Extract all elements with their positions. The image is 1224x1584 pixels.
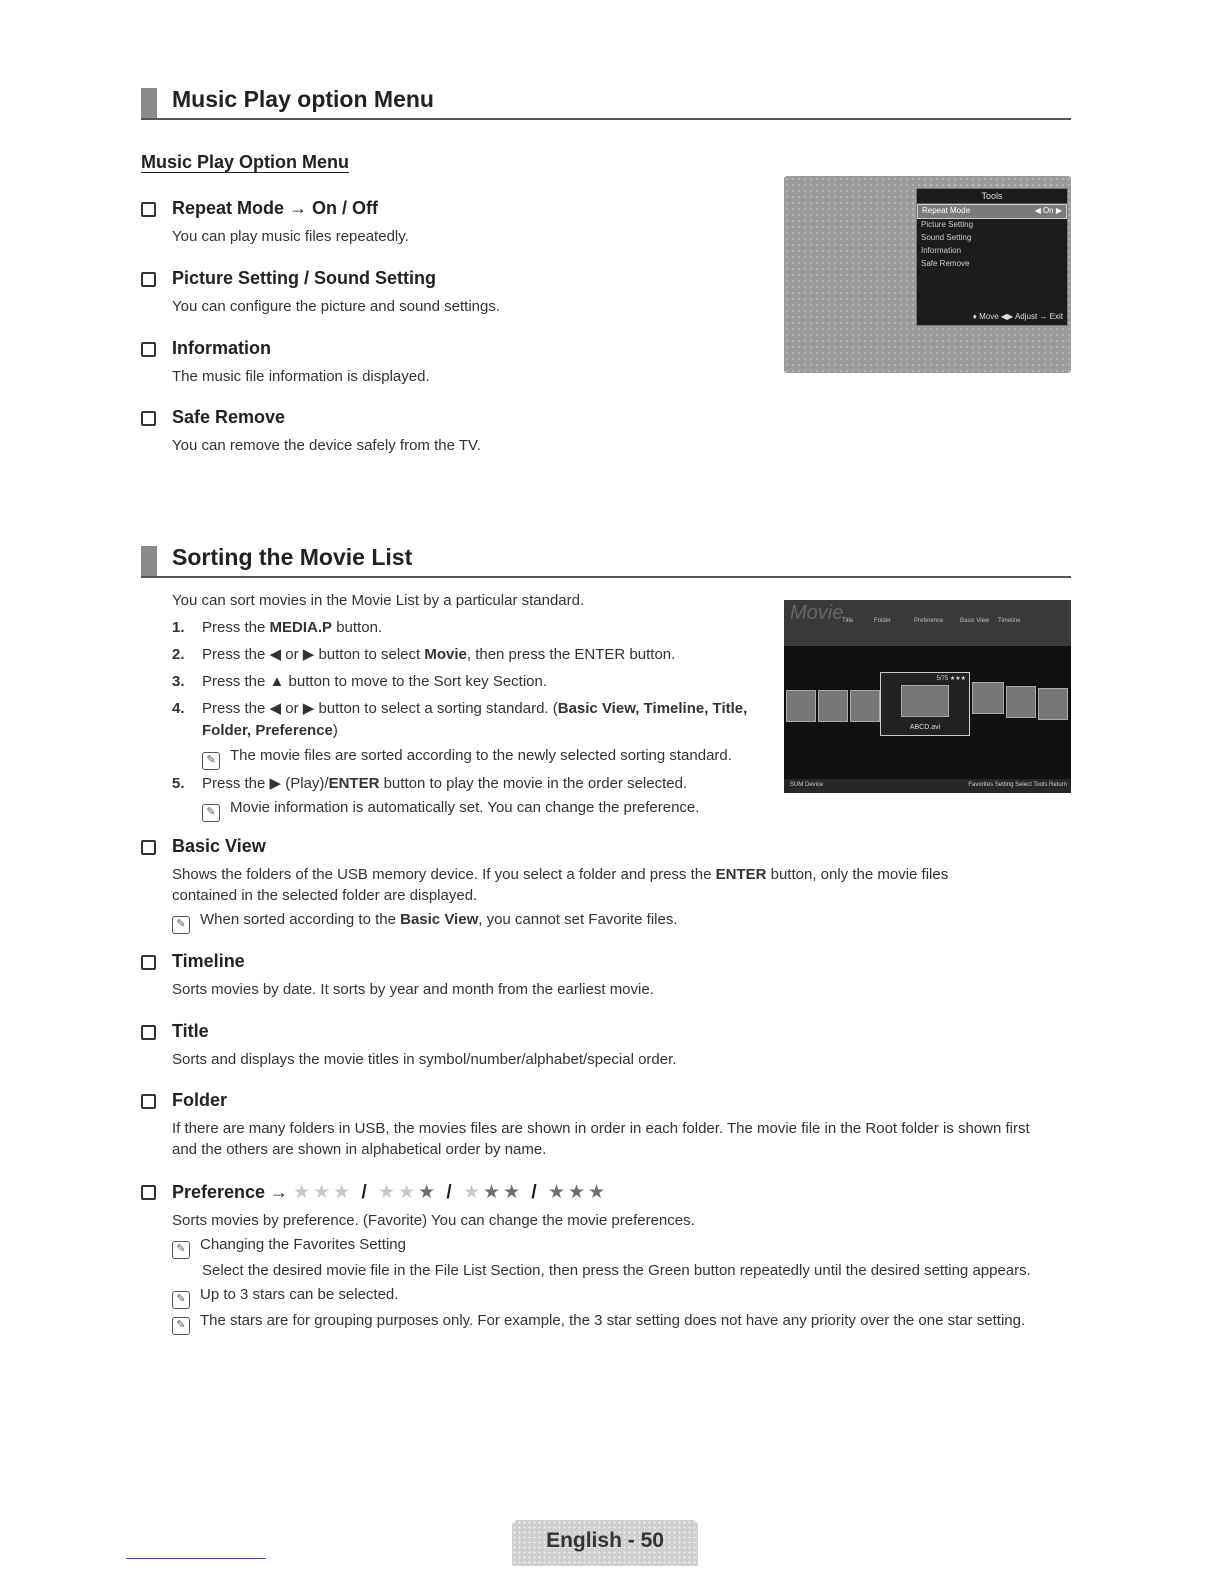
- section-header-music-play: [141, 84, 1071, 120]
- option-heading: Safe Remove: [172, 407, 286, 427]
- tools-row: Information: [921, 246, 962, 255]
- option-preference: [141, 1181, 1071, 1341]
- step-text: button.: [332, 619, 383, 636]
- movie-header-bar: [784, 600, 1071, 646]
- step-number: 5.: [172, 775, 185, 792]
- tools-row-label: Repeat Mode: [922, 206, 971, 215]
- desc-text: and the others are shown in alphabetical order by name.: [172, 1141, 547, 1158]
- note-icon: ✎: [172, 916, 190, 934]
- option-heading: [172, 1181, 608, 1204]
- sort-key: Timeline: [998, 618, 1021, 624]
- step-text: Press the ▶ (Play)/: [202, 775, 329, 792]
- step-3: [172, 671, 762, 693]
- tools-menu-screenshot: [784, 176, 1071, 373]
- desc-text: contained in the selected folder are displayed.: [172, 887, 478, 904]
- option-description: You can play music files repeatedly.: [172, 228, 409, 245]
- checkbox-bullet-icon: [141, 342, 156, 357]
- tools-row: Safe Remove: [921, 259, 970, 268]
- step-bold: ENTER: [328, 775, 380, 792]
- basic-view-note: [172, 909, 1062, 934]
- movie-thumbnail: [786, 690, 816, 722]
- tools-row: Sound Setting: [921, 233, 972, 242]
- movie-thumbnail: [850, 690, 880, 722]
- sort-key: Folder: [874, 618, 892, 624]
- desc-bold: ENTER: [715, 866, 767, 883]
- bottom-left-text: SUM Device: [790, 782, 824, 788]
- movie-thumbnail: [818, 690, 848, 722]
- note-text: , you cannot set Favorite files.: [478, 911, 678, 928]
- note-icon: ✎: [202, 804, 220, 822]
- step-5: [172, 773, 762, 795]
- section-title: Sorting the Movie List: [172, 544, 413, 570]
- step-4: [172, 698, 762, 742]
- option-heading: Title: [172, 1021, 209, 1041]
- movie-thumbnail: [901, 685, 949, 717]
- desc-text: button, only the movie files: [766, 866, 949, 883]
- movie-list-screenshot: [784, 600, 1071, 793]
- movie-title: Movie: [790, 602, 844, 624]
- note-bold: Basic View: [400, 911, 479, 928]
- sorting-intro: [172, 590, 762, 822]
- step-bold: Movie: [424, 646, 467, 663]
- step-bold: Basic View, Timeline, Title, Folder, Preference: [202, 700, 748, 739]
- movie-rating: 5/75 ★★★: [936, 676, 966, 682]
- preference-note-1: [172, 1233, 1072, 1259]
- step-5-note: [172, 797, 762, 822]
- step-text: Press the: [202, 619, 270, 636]
- section-header-sorting: [141, 542, 1071, 578]
- tools-row-value: ◀ On ▶: [1034, 206, 1062, 215]
- note-text: Changing the Favorites Setting: [200, 1236, 406, 1253]
- note-text: Up to 3 stars can be selected.: [200, 1286, 399, 1303]
- option-title: [141, 1021, 1071, 1081]
- note-text: The movie files are sorted according to the newly selected sorting standard.: [230, 747, 732, 764]
- checkbox-bullet-icon: [141, 202, 156, 217]
- step-bold: MEDIA.P: [269, 619, 333, 636]
- option-heading: Basic View: [172, 836, 266, 856]
- subheading: Music Play Option Menu: [141, 152, 350, 172]
- option-description: You can remove the device safely from the TV.: [172, 437, 481, 454]
- tools-title: Tools: [917, 189, 1067, 204]
- step-number: 4.: [172, 700, 185, 717]
- section-marker: [141, 546, 157, 576]
- movie-filename: ABCD.avi: [909, 724, 941, 731]
- option-description: [172, 1209, 1072, 1335]
- option-timeline: [141, 951, 1071, 1011]
- preference-label: Preference →: [172, 1182, 289, 1202]
- sort-key: Basic View: [960, 618, 990, 624]
- option-heading: Information: [172, 338, 271, 358]
- option-description: [172, 864, 1062, 934]
- page-number-badge: [512, 1520, 698, 1566]
- note-icon: ✎: [172, 1317, 190, 1335]
- step-2: [172, 644, 762, 666]
- desc-text: Sorts movies by preference. (Favorite) You can change the movie preferences.: [172, 1212, 695, 1229]
- section-title: Music Play option Menu: [172, 86, 434, 112]
- preference-note-3: [172, 1309, 1072, 1335]
- preference-note-2: [172, 1283, 1072, 1309]
- step-text: , then press the ENTER button.: [466, 646, 676, 663]
- tools-row: Picture Setting: [921, 220, 974, 229]
- step-number: 1.: [172, 619, 185, 636]
- movie-thumbnail: [1006, 686, 1036, 718]
- desc-text: Shows the folders of the USB memory device. If you select a folder and press the: [172, 866, 716, 883]
- bottom-right-text: Favorites Setting Select Tools Return: [968, 782, 1067, 788]
- option-heading: Repeat Mode → On / Off: [172, 198, 379, 218]
- option-folder: [141, 1090, 1071, 1170]
- note-icon: ✎: [202, 752, 220, 770]
- option-heading: Folder: [172, 1090, 228, 1110]
- note-icon: ✎: [172, 1241, 190, 1259]
- movie-thumbnail: [1038, 688, 1068, 720]
- note-text: When sorted according to the: [200, 911, 401, 928]
- option-description: Sorts and displays the movie titles in symbol/number/alphabet/special order.: [172, 1051, 677, 1068]
- checkbox-bullet-icon: [141, 1185, 156, 1200]
- note-icon: ✎: [172, 1291, 190, 1309]
- option-heading: Picture Setting / Sound Setting: [172, 268, 437, 288]
- step-number: 2.: [172, 646, 185, 663]
- step-number: 3.: [172, 673, 185, 690]
- option-heading: Timeline: [172, 951, 245, 971]
- page-label: English - 50: [546, 1529, 664, 1552]
- footer-rule: [126, 1558, 266, 1559]
- option-description: The music file information is displayed.: [172, 368, 430, 385]
- step-4-note: [172, 745, 762, 770]
- checkbox-bullet-icon: [141, 1025, 156, 1040]
- star-ratings-icon: ★★★ / ★★★ / ★★★ / ★★★: [293, 1182, 609, 1203]
- checkbox-bullet-icon: [141, 840, 156, 855]
- checkbox-bullet-icon: [141, 1094, 156, 1109]
- section-marker: [141, 88, 157, 118]
- checkbox-bullet-icon: [141, 272, 156, 287]
- tools-panel: [916, 188, 1068, 326]
- intro-text: You can sort movies in the Movie List by a particular standard.: [172, 592, 585, 609]
- option-basic-view: [141, 836, 1071, 936]
- step-text: Press the ▲ button to move to the Sort key Section.: [202, 673, 548, 690]
- option-description: [172, 1118, 1072, 1160]
- desc-text: If there are many folders in USB, the movies files are shown in order in each folder. The movie file in the Root folder is shown first: [172, 1120, 1030, 1137]
- basic-view-line1: [172, 864, 1062, 885]
- sort-key: Title: [842, 618, 854, 624]
- note-text: Movie information is automatically set. You can change the preference.: [230, 799, 700, 816]
- movie-bottom-bar: [784, 779, 1071, 793]
- movie-thumbnail: [972, 682, 1004, 714]
- step-text: Press the ◀ or ▶ button to select a sorting standard. (: [202, 700, 558, 717]
- focused-movie: [880, 672, 970, 736]
- note-text: The stars are for grouping purposes only. For example, the 3 star setting does not have any priority over the one star setting.: [200, 1312, 1026, 1329]
- checkbox-bullet-icon: [141, 955, 156, 970]
- step-text: Press the ◀ or ▶ button to select: [202, 646, 425, 663]
- option-safe-remove: [141, 407, 1071, 467]
- option-description: You can configure the picture and sound settings.: [172, 298, 501, 315]
- tools-value: On: [1042, 206, 1054, 215]
- tools-row-repeat: [917, 204, 1067, 219]
- sort-key: Preference: [914, 618, 944, 624]
- note-detail: Select the desired movie file in the File List Section, then press the Green button repeatedly until the desired setting appears.: [202, 1262, 1031, 1279]
- checkbox-bullet-icon: [141, 411, 156, 426]
- step-text: button to play the movie in the order selected.: [379, 775, 688, 792]
- step-text: ): [332, 722, 338, 739]
- step-1: [172, 617, 762, 639]
- tools-footer: ♦ Move ◀▶ Adjust → Exit: [972, 312, 1063, 321]
- option-description: Sorts movies by date. It sorts by year and month from the earliest movie.: [172, 981, 654, 998]
